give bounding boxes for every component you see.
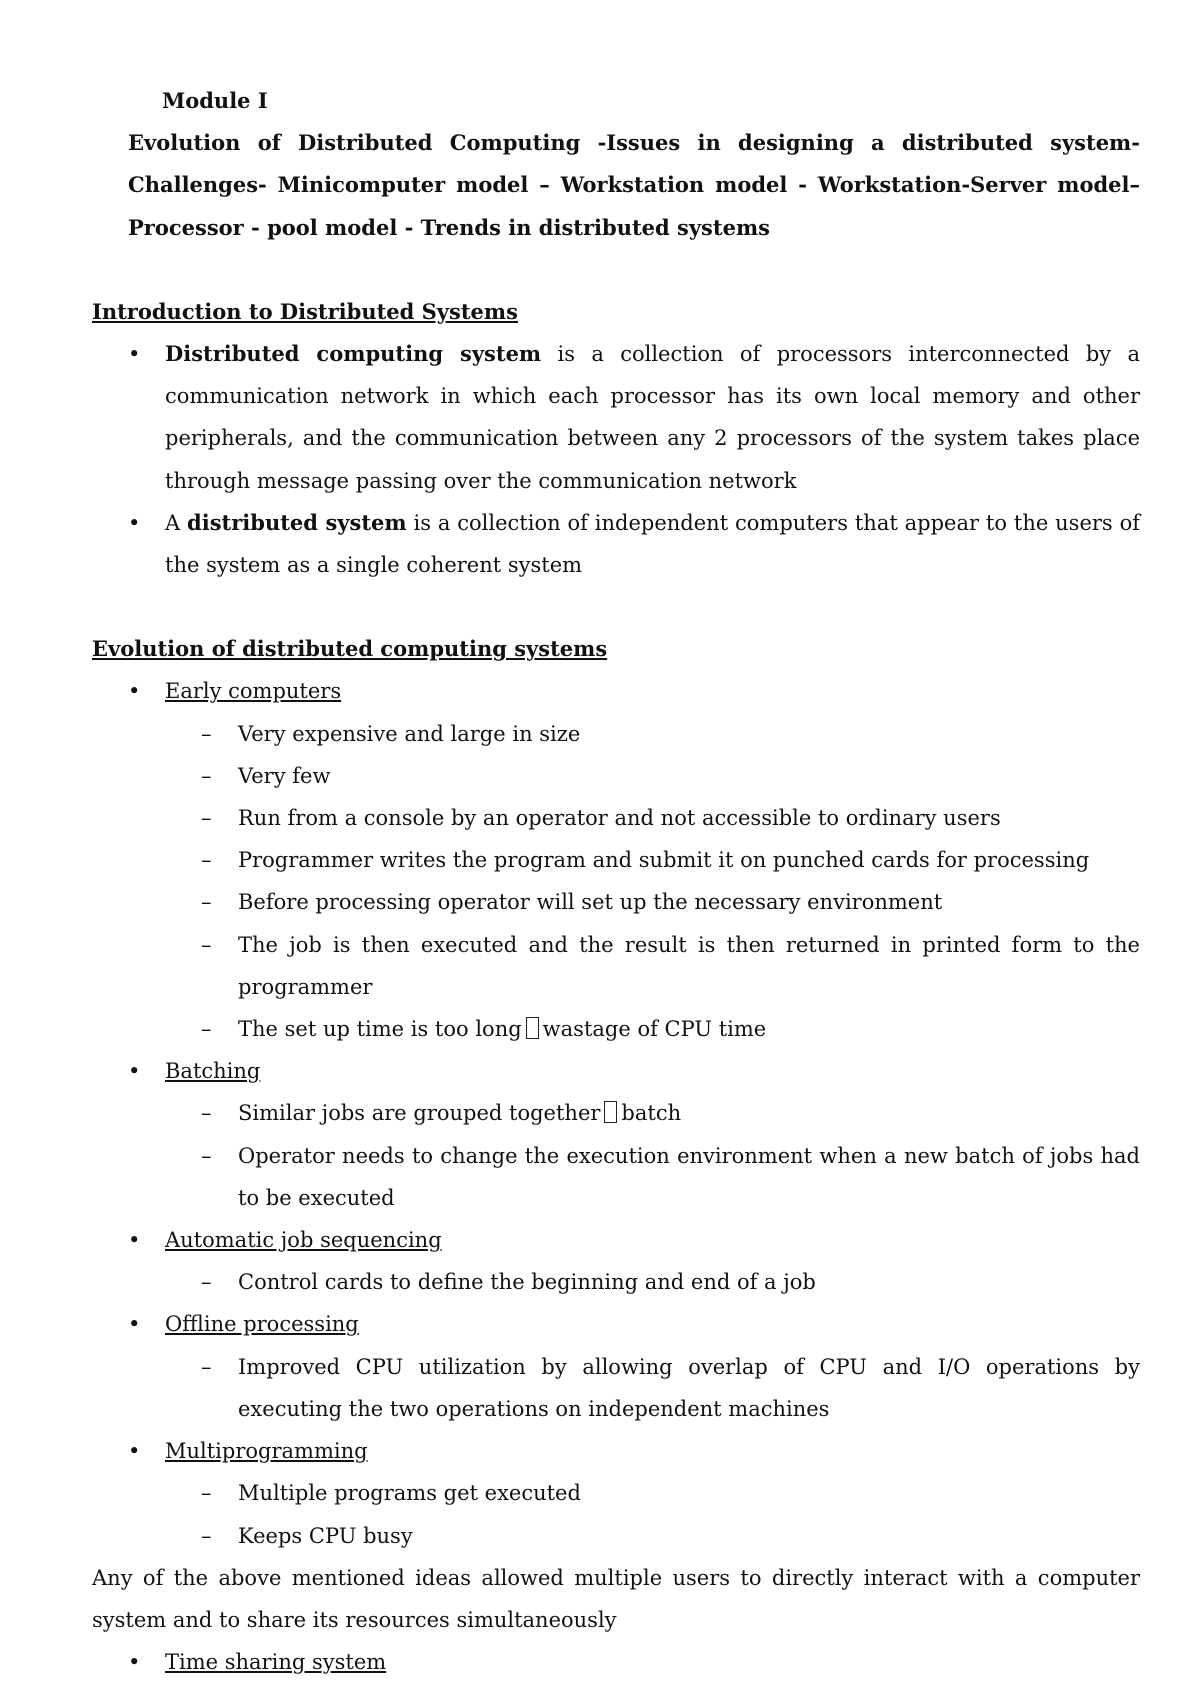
sub-item [92,1135,1140,1219]
sub-item [92,755,1140,797]
evolution-heading: Evolution of distributed computing systems [92,636,608,662]
group-label: Offline processing [165,1312,359,1337]
dash-marker: – [201,763,212,788]
sub-item [92,1092,1140,1134]
intro-bullet-item [92,502,1140,586]
sub-item-text: Keeps CPU busy [238,1523,413,1548]
dash-marker: – [201,932,212,957]
sub-item-text: Multiple programs get executed [238,1481,581,1506]
sub-item-text: batch [621,1101,682,1126]
group-label: Time sharing system [165,1650,387,1675]
sub-item-text: Run from a console by an operator and not accessible to ordinary users [238,806,1001,831]
bullet-marker: • [128,1650,141,1675]
dash-marker: – [201,1523,212,1548]
sub-item [92,839,1140,881]
summary-paragraph: Any of the above mentioned ideas allowed multiple users to directly interact with a computer system and to share its resources simultaneously [92,1565,1140,1632]
sub-list [165,1346,1140,1430]
sub-item-text: Programmer writes the program and submit it on punched cards for processing [238,848,1090,873]
sub-item-text: Before processing operator will set up the necessary environment [238,890,943,915]
dash-marker: – [201,806,212,831]
evolution-group [92,1641,1140,1683]
bullet-marker: • [128,679,141,704]
sub-item-text: Very expensive and large in size [238,721,581,746]
sub-item-text: Very few [238,763,331,788]
sub-list [165,1261,1140,1303]
spacer [92,586,1140,628]
sub-item-text: Control cards to define the beginning and end of a job [238,1270,816,1295]
sub-list [165,713,1140,1051]
sub-item-text: Similar jobs are grouped together [238,1101,601,1126]
document-content [92,80,1140,1683]
sub-item [92,1008,1140,1050]
bullet-marker: • [128,510,141,535]
spacer [92,249,1140,291]
missing-arrow-icon [604,1101,617,1123]
sub-item [92,881,1140,923]
dash-marker: – [201,848,212,873]
sub-list [165,1472,1140,1556]
bullet-marker: • [128,1439,141,1464]
evolution-group [92,1050,1140,1219]
dash-marker: – [201,1017,212,1042]
bullet-marker: • [128,1059,141,1084]
module-topics: Evolution of Distributed Computing -Issues in designing a distributed system- Challenges- Minicomputer model – Workstation model - Workstation-Server model– Processor - pool model - Trends in distributed systems [128,130,1140,240]
evolution-group [92,670,1140,1050]
intro-definition: is a collection of processors interconnected by a communication network in which each processor has its own local memory and other peripherals, and the communication between any 2 processors of the system takes place through message passing over the communication network [165,342,1141,493]
missing-arrow-icon [526,1017,539,1039]
bullet-marker: • [128,342,141,367]
sub-item-text: Improved CPU utilization by allowing overlap of CPU and I/O operations by executing the two operations on independent machines [238,1354,1140,1421]
module-title: Module I [162,88,268,113]
sub-item-text: The job is then executed and the result is then returned in printed form to the programmer [238,932,1140,999]
intro-prefix: A [165,510,188,535]
dash-marker: – [201,890,212,915]
dash-marker: – [201,1101,212,1126]
dash-marker: – [201,721,212,746]
sub-item-text: Operator needs to change the execution environment when a new batch of jobs had to be executed [238,1143,1140,1210]
sub-item [92,1472,1140,1514]
group-label: Early computers [165,679,342,704]
group-label: Batching [165,1059,261,1084]
sub-list [165,1092,1140,1219]
dash-marker: – [201,1143,212,1168]
evolution-group [92,1219,1140,1303]
intro-heading: Introduction to Distributed Systems [92,298,518,324]
intro-bullet-item [92,333,1140,502]
dash-marker: – [201,1481,212,1506]
evolution-bullet-list [92,670,1140,1556]
intro-term: Distributed computing system [165,341,542,367]
evolution-group [92,1430,1140,1557]
bullet-marker: • [128,1312,141,1337]
evolution-group [92,1303,1140,1430]
intro-term: distributed system [187,509,407,535]
sub-item-text: The set up time is too long [238,1017,522,1042]
sub-item [92,713,1140,755]
sub-item [92,1346,1140,1430]
sub-item [92,1261,1140,1303]
group-label: Multiprogramming [165,1439,368,1464]
dash-marker: – [201,1354,212,1379]
trailing-bullet-list [92,1641,1140,1683]
group-label: Automatic job sequencing [165,1228,442,1253]
sub-item [92,924,1140,1008]
sub-item-text: wastage of CPU time [542,1017,767,1042]
dash-marker: – [201,1270,212,1295]
intro-bullet-list [92,333,1140,586]
sub-item [92,1515,1140,1557]
intro-definition: is a collection of independent computers that appear to the users of the system as a single coherent system [165,510,1140,578]
bullet-marker: • [128,1228,141,1253]
sub-item [92,797,1140,839]
